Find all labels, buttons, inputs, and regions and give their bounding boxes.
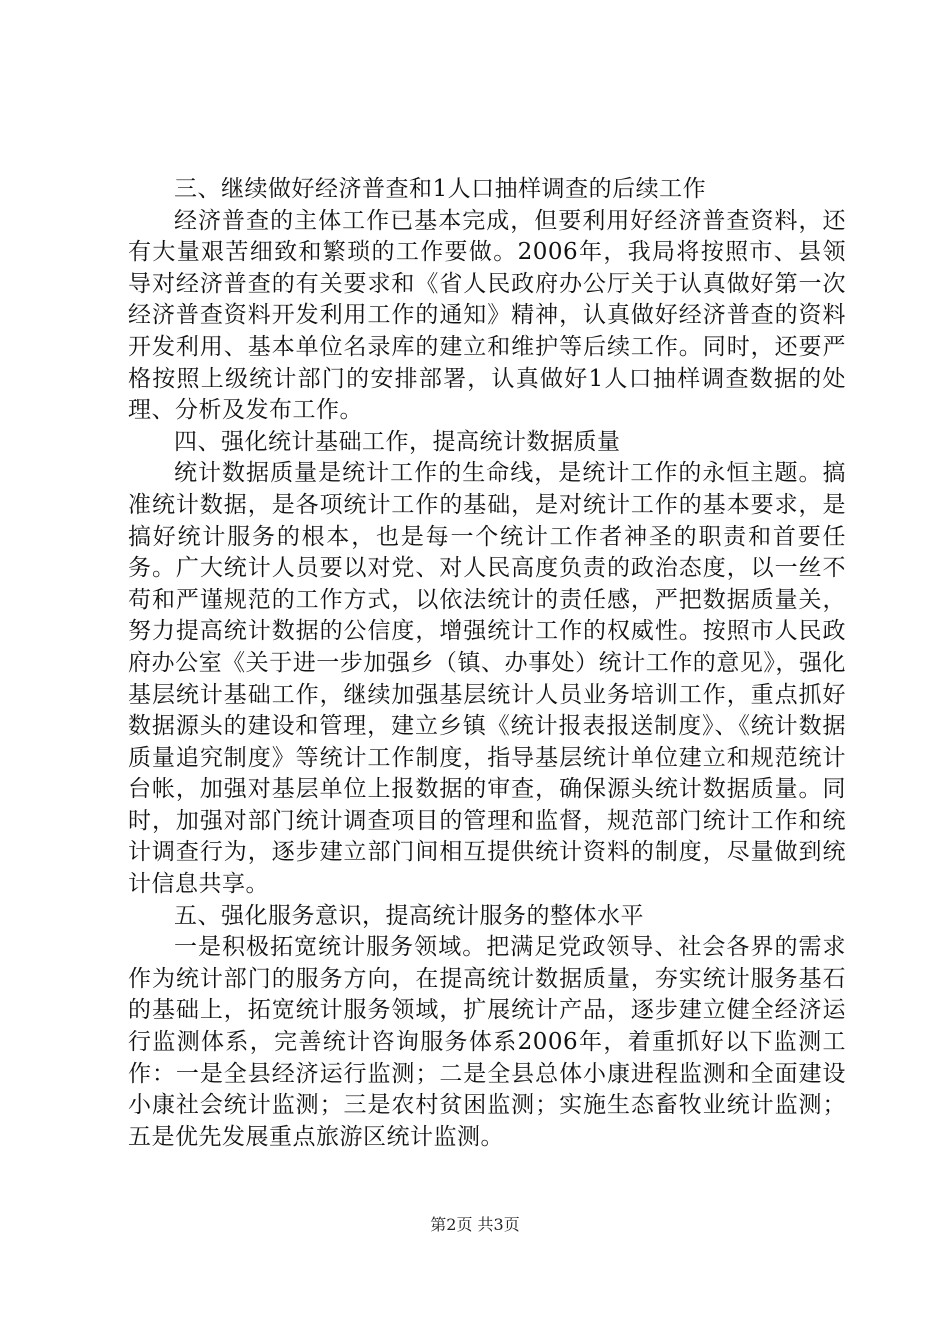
section-4-paragraph: 统计数据质量是统计工作的生命线，是统计工作的永恒主题。搞准统计数据，是各项统计工作的基础，是对统计工作的基本要求，是搞好统计服务的根本，也是每一个统计工作者神圣的职责和首要任务。广大统计人员要以对党、对人民高度负责的政治态度，以一丝不苟和严谨规范的工作方式，以依法统计的责任感，严把数据质量关，努力提高统计数据的公信度，增强统计工作的权威性。按照市人民政府办公室《关于进一步加强乡（镇、办事处）统计工作的意见》，强化基层统计基础工作，继续加强基层统计人员业务培训工作，重点抓好数据源头的建设和管理，建立乡镇《统计报表报送制度》、《统计数据质量追究制度》等统计工作制度，指导基层统计单位建立和规范统计台帐，加强对基层单位上报数据的审查，确保源头统计数据质量。同时，加强对部门统计调查项目的管理和监督，规范部门统计工作和统计调查行为，逐步建立部门间相互提供统计资料的制度，尽量做到统计信息共享。: [128, 460, 846, 898]
page-footer: 第2页 共3页: [430, 1215, 520, 1234]
document-body: [128, 174, 846, 1153]
section-5-paragraph: 一是积极拓宽统计服务领域。把满足党政领导、社会各界的需求作为统计部门的服务方向，在提高统计数据质量，夯实统计服务基石的基础上，拓宽统计服务领域，扩展统计产品，逐步建立健全经济运行监测体系，完善统计咨询服务体系2006年，着重抓好以下监测工作：一是全县经济运行监测；二是全县总体小康进程监测和全面建设小康社会统计监测；三是农村贫困监测；实施生态畜牧业统计监测；五是优先发展重点旅游区统计监测。: [128, 934, 846, 1150]
section-heading-3: 三、继续做好经济普查和1人口抽样调查的后续工作: [174, 176, 707, 202]
section-heading-5: 五、强化服务意识，提高统计服务的整体水平: [174, 902, 644, 929]
section-heading-4: 四、强化统计基础工作，提高统计数据质量: [174, 428, 621, 455]
section-3-paragraph: 经济普查的主体工作已基本完成，但要利用好经济普查资料，还有大量艰苦细致和繁琐的工作要做。2006年，我局将按照市、县领导对经济普查的有关要求和《省人民政府办公厅关于认真做好第一次经济普查资料开发利用工作的通知》精神，认真做好经济普查的资料开发利用、基本单位名录库的建立和维护等后续工作。同时，还要严格按照上级统计部门的安排部署，认真做好1人口抽样调查数据的处理、分析及发布工作。: [128, 207, 846, 424]
